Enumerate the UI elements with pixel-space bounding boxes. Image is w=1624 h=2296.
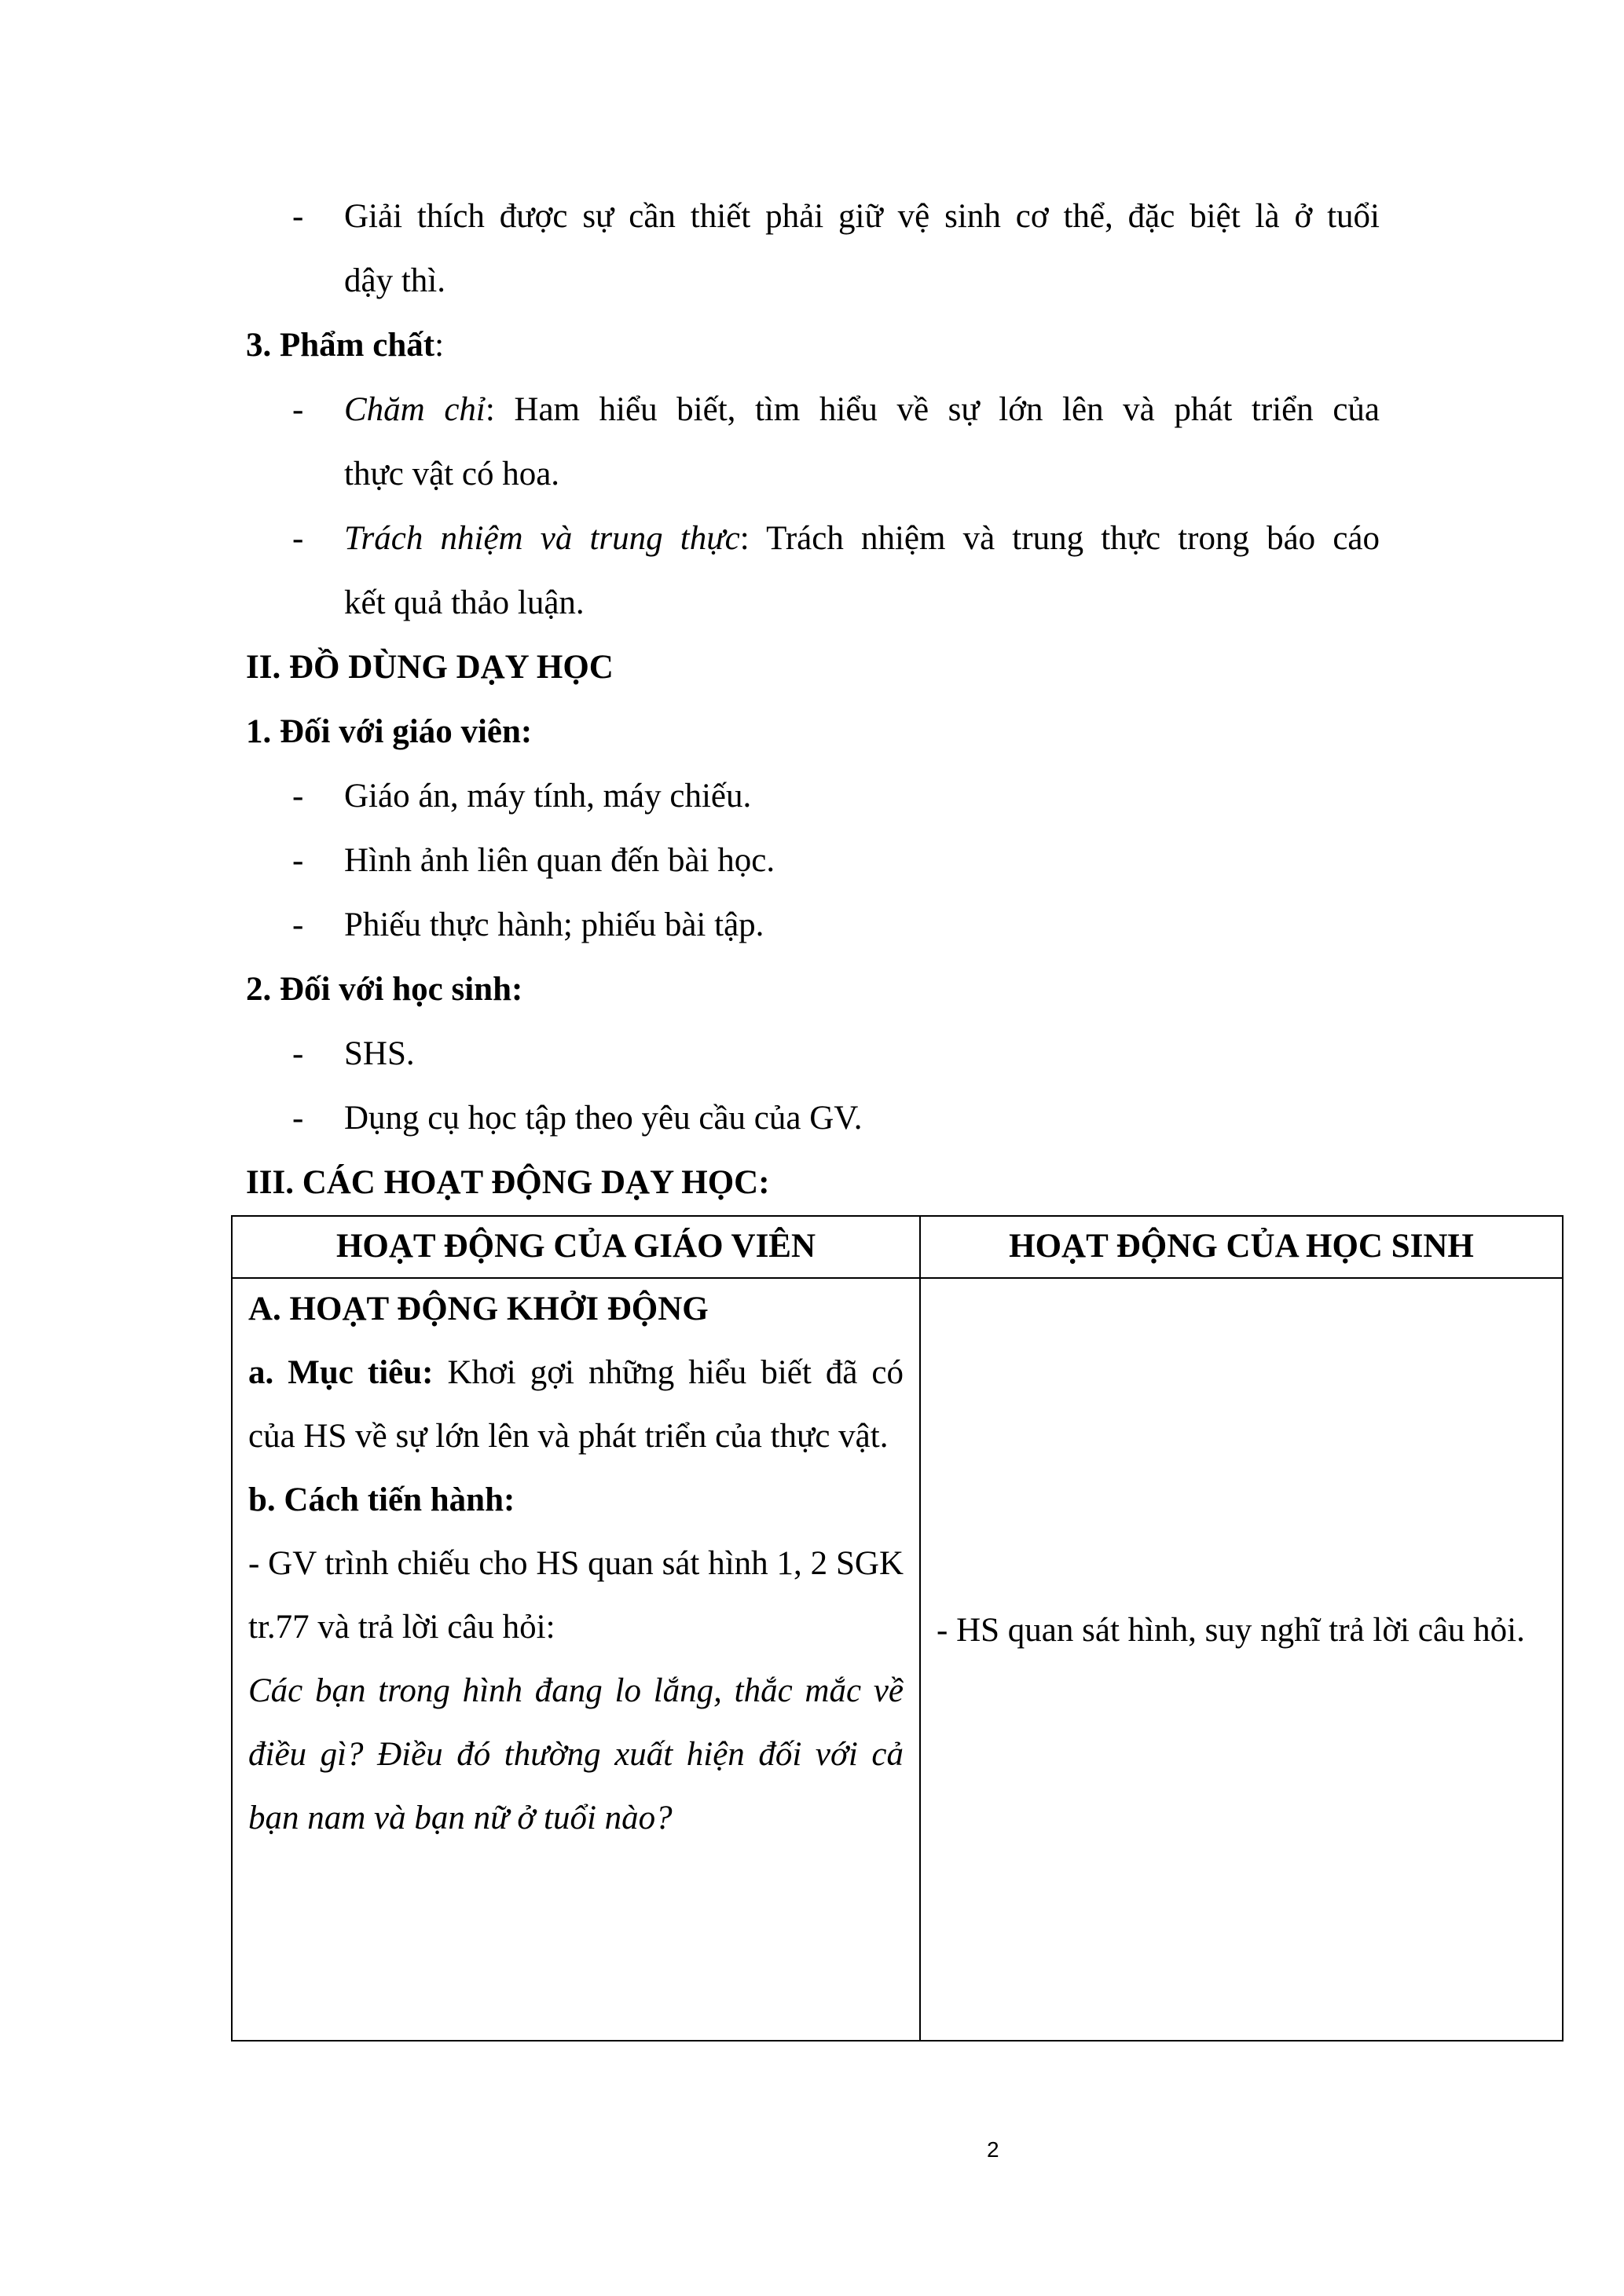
bullet-text-continued: dậy thì. (344, 262, 445, 299)
bullet-text-continued: thực vật có hoa. (344, 456, 560, 493)
section-heading: III. CÁC HOẠT ĐỘNG DẠY HỌC: (246, 1164, 770, 1201)
subsection-heading: 1. Đối với giáo viên: (246, 713, 533, 750)
activity-title: A. HOẠT ĐỘNG KHỞI ĐỘNG (248, 1291, 709, 1327)
table-header-teacher: HOẠT ĐỘNG CỦA GIÁO VIÊN (335, 1228, 816, 1265)
table-header-student: HOẠT ĐỘNG CỦA HỌC SINH (1009, 1228, 1474, 1265)
bullet-text: Giải thích được sự cần thiết phải giữ vệ sinh cơ thể, đặc biệt là ở tuổi (344, 198, 1380, 235)
page-number: 2 (987, 2137, 999, 2162)
goal-paragraph: a. Mục tiêu: Khơi gợi những hiểu biết đã có của HS về sự lớn lên và phát triển của thực vật. (248, 1354, 904, 1455)
activities-table (231, 1215, 1564, 2041)
document-page: - Giải thích được sự cần thiết phải giữ vệ sinh cơ thể, đặc biệt là ở tuổi dậy thì. 3. Phẩm chất: - Chăm chỉ: Ham hiểu biết, tìm hiểu về sự lớn lên và phát triển của thực vật có hoa. - Trách nhiệm và trung thực: Trách nhiệm và trung thực trong báo cáo kết quả thảo luận. II. ĐỒ DÙNG DẠY HỌC 1. Đối với giáo viên: - Giáo án, máy tính, máy chiếu. - Hình ảnh liên quan đến bài học. - Phiếu thực hành; phiếu bài tập. 2. Đối với học sinh: - SHS. - Dụng cụ học tập theo yêu cầu của GV. III. CÁC HOẠT ĐỘNG DẠY HỌC: HOẠT ĐỘNG CỦA GIÁO VIÊN HOẠT ĐỘNG CỦA HỌC SINH A. HOẠT ĐỘNG KHỞI ĐỘNG a. Mục tiêu: Khơi gợi những hiểu biết đã có của HS về sự lớn lên và phát triển của thực vật. b. Cách tiến hành: - GV trình chiếu cho HS quan sát hình 1, 2 SGK tr.77 và trả lời câu hỏi: Các bạn trong hình đang lo lắng, thắc mắc về điều gì? Điều đó thường xuất hiện đối với cả bạn nam và bạn nữ ở tuổi nào? - HS quan sát hình, suy nghĩ trả lời câu hỏi. 2 (0, 0, 1624, 2296)
subsection-heading: 2. Đối với học sinh: (246, 971, 523, 1008)
bullet-text-continued: kết quả thảo luận. (344, 584, 585, 621)
table-divider (919, 1217, 921, 2040)
method-heading: b. Cách tiến hành: (248, 1481, 515, 1518)
teacher-activity-cell (248, 1277, 904, 1850)
term: Chăm chỉ (344, 391, 486, 428)
student-response: - HS quan sát hình, suy nghĩ trả lời câu hỏi. (937, 1612, 1525, 1649)
bullet-dash: - (292, 198, 304, 235)
teacher-question: Các bạn trong hình đang lo lắng, thắc mắc về điều gì? Điều đó thường xuất hiện đối với cả bạn nam và bạn nữ ở tuổi nào? (248, 1672, 904, 1836)
term: Trách nhiệm và trung thực (344, 520, 740, 557)
section-heading: II. ĐỒ DÙNG DẠY HỌC (246, 649, 614, 686)
section-heading: 3. Phẩm chất: (246, 327, 445, 364)
teacher-step: - GV trình chiếu cho HS quan sát hình 1, 2 SGK tr.77 và trả lời câu hỏi: (248, 1545, 904, 1646)
